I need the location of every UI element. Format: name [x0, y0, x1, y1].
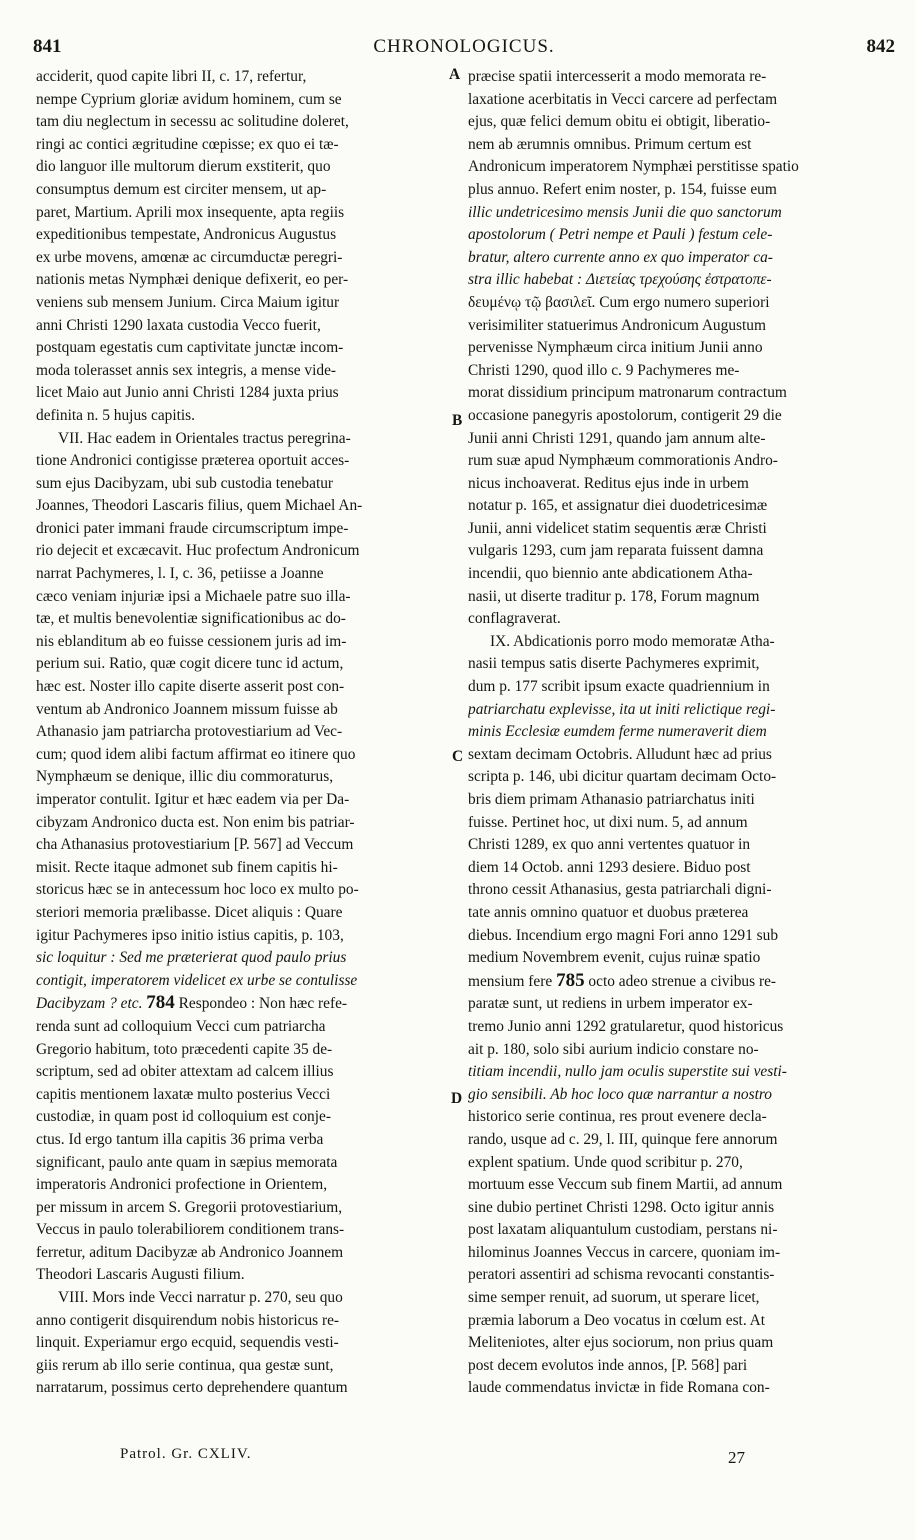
- text-line: imperatoris Andronici profectione in Orientem,: [36, 1176, 328, 1194]
- text-line: [36, 992, 446, 1016]
- text-line: imperator contulit. Igitur et hæc eadem via per Da-: [36, 791, 350, 808]
- text-line: rando, usque ad c. 29, l. III, quinque fere annorum: [468, 1130, 778, 1148]
- text-line: custodiæ, in quam post id colloquium est conje-: [36, 1108, 331, 1126]
- text-line: Theodori Lascaris Augusti filium.: [36, 1266, 245, 1284]
- text-line: fuisse. Pertinet hoc, ut dixi num. 5, ad annum: [468, 813, 748, 831]
- italic-fragment: Dacibyzam ? etc.: [36, 995, 143, 1013]
- text-line: plus annuo. Refert enim noster, p. 154, fuisse eum: [468, 180, 777, 198]
- text-line: ex urbe movens, amœnæ ac circumductæ peregri-: [36, 248, 343, 266]
- edition-page-number: 785: [556, 969, 585, 991]
- text-line: sextam decimam Octobris. Alludunt hæc ad prius: [468, 745, 772, 763]
- text-line: narratarum, possimus certo deprehendere quantum: [36, 1379, 348, 1397]
- text-line: pervenisse Nymphæum circa initium Junii anno: [468, 339, 763, 357]
- text-line: bris diem primam Athanasio patriarchatus initi: [468, 791, 755, 808]
- text-line: nasii tempus satis diserte Pachymeres exprimit,: [468, 655, 760, 673]
- text-line: narrat Pachymeres, l. I, c. 36, petiisse a Joanne: [36, 565, 324, 583]
- text-fragment: Respondeo : Non hæc refe-: [178, 995, 348, 1013]
- margin-letter-b: B: [452, 412, 463, 429]
- text-line: significant, paulo ante quam in sæpius memorata: [36, 1153, 338, 1171]
- text-line: incendii, quo biennio ante abdicationem Atha-: [468, 565, 753, 583]
- text-line: ait p. 180, solo sibi aurium indicio constare no-: [468, 1040, 759, 1058]
- text-line: patriarchatu explevisse, ita ut initi relictique regi-: [468, 700, 776, 718]
- margin-letter-d: D: [451, 1090, 463, 1107]
- text-line: tæ, et multis benevolentiæ significationibus ac do-: [36, 610, 346, 628]
- text-line: Athanasio jam patriarcha protovestiarium ad Vec-: [36, 723, 343, 741]
- text-line: sic loquitur : Sed me præterierat quod paulo prius: [36, 949, 347, 967]
- text-line: moda tolerasset annis sex integris, a mense vide-: [36, 361, 337, 379]
- text-line: nis eblanditum ab eo fuisse cessionem juris ad im-: [36, 632, 347, 650]
- text-line: historico serie continua, res prout evenere decla-: [468, 1108, 767, 1126]
- text-line: renda sunt ad colloquium Vecci cum patriarcha: [36, 1017, 326, 1035]
- text-line: cha Athanasius protovestiarium [P. 567] ad Veccum: [36, 836, 354, 854]
- text-line: præcise spatii intercesserit a modo memorata re-: [468, 68, 767, 85]
- right-page-number: 842: [866, 36, 895, 57]
- text-line: conflagraverat.: [468, 610, 561, 628]
- text-line: Joannes, Theodori Lascaris filius, quem Michael An-: [36, 497, 363, 515]
- text-line: hæc est. Noster illo capite diserte asserit post con-: [36, 678, 345, 696]
- text-line: post laxatam aliquantulum custodiam, perstans ni-: [468, 1221, 778, 1239]
- text-line: bratur, altero currente anno ex quo imperator ca-: [468, 248, 773, 266]
- text-line: laude commendatus invictæ in fide Romana con-: [468, 1379, 770, 1397]
- text-line: scriptum, sed ad obiter attextam ad calcem illius: [36, 1063, 334, 1081]
- text-line: diebus. Incendium ergo magni Fori anno 1291 sub: [468, 926, 779, 944]
- text-line: Christi 1289, ex quo anni vertentes quatuor in: [468, 836, 751, 854]
- text-line: Nymphæum se denique, illic diu commoraturus,: [36, 768, 334, 786]
- text-line: dronici pater immani fraude circumscriptum impe-: [36, 519, 349, 537]
- text-line: veniens sub mensem Junium. Circa Maium igitur: [36, 293, 340, 311]
- text-line: capitis mentionem laxatæ multo posterius Vecci: [36, 1085, 331, 1103]
- text-line: minis Ecclesiæ eumdem ferme numeraverit diem: [468, 723, 767, 741]
- margin-letter-a: A: [449, 66, 461, 83]
- section-start-viii: VIII. Mors inde Vecci narratur p. 270, seu quo: [58, 1289, 343, 1307]
- text-line: nem ab ærumnis omnibus. Primum certum est: [468, 135, 752, 153]
- text-line: nempe Cyprium gloriæ avidum hominem, cum se: [36, 90, 342, 108]
- text-line: anno contigerit disquirendum nobis historicus re-: [36, 1311, 340, 1329]
- text-line: vulgaris 1293, cum jam reparata fuissent damna: [468, 542, 764, 560]
- text-line: scripta p. 146, ubi dicitur quartam decimam Octo-: [468, 768, 777, 786]
- section-start-ix: IX. Abdicationis porro modo memoratæ Atha-: [490, 632, 775, 650]
- right-column: [468, 66, 879, 1400]
- text-line: tate annis omnino quatuor et duobus præterea: [468, 903, 749, 921]
- page-header: [33, 36, 895, 66]
- text-line: cibyzam Andronico ducta est. Non enim bis patriar-: [36, 813, 355, 831]
- text-line: postquam egestatis cum captivitate junctæ incom-: [36, 339, 344, 357]
- text-line: titiam incendii, nullo jam oculis superstite sui vesti-: [468, 1063, 787, 1081]
- text-line: misit. Recte itaque admonet sub finem capitis hi-: [36, 858, 338, 876]
- text-line: medium Novembrem evenit, cujus ruinæ spatio: [468, 949, 761, 967]
- text-line: Christi 1290, quod illo c. 9 Pachymeres me-: [468, 361, 740, 379]
- text-line: ventum ab Andronico Joannem missum fuisse ab: [36, 700, 338, 718]
- text-line: giis rerum ab illo serie continua, qua gestæ sunt,: [36, 1356, 334, 1374]
- text-line: ejus, quæ felici demum obitu ei obtigit, liberatio-: [468, 113, 771, 131]
- text-line: verisimiliter statuerimus Andronicum Augustum: [468, 316, 766, 334]
- text-line: gio sensibili. Ab hoc loco quæ narrantur a nostro: [468, 1085, 772, 1103]
- text-line: perium sui. Ratio, quæ cogit dicere tunc id actum,: [36, 655, 344, 673]
- text-line: notatur p. 165, et assignatur diei duodetricesimæ: [468, 497, 768, 515]
- text-line: [468, 970, 879, 994]
- text-line: mortuum esse Veccum sub finem Martii, ad annum: [468, 1176, 783, 1194]
- text-line: δευμένῳ τῷ βασιλεῖ. Cum ergo numero superiori: [468, 293, 770, 311]
- text-line: præmia laborum a Deo vocatus in cœlum est. At: [468, 1311, 766, 1329]
- text-line: sine dubio pertinet Christi 1298. Octo igitur annis: [468, 1198, 775, 1216]
- text-line: sime semper renuit, ad suorum, ut sperare licet,: [468, 1289, 760, 1307]
- text-line: definita n. 5 hujus capitis.: [36, 406, 196, 424]
- text-line: licet Maio aut Junio anni Christi 1284 juxta prius: [36, 384, 339, 402]
- text-line: igitur Pachymeres ipso initio istius capitis, p. 103,: [36, 926, 344, 944]
- text-line: per missum in arcem S. Gregorii protovestiarium,: [36, 1198, 343, 1216]
- text-line: paratæ sunt, ut rediens in urbem imperator ex-: [468, 995, 753, 1013]
- text-line: ringi ac contici ægritudine cœpisse; ex quo ei tæ-: [36, 135, 339, 153]
- text-line: consumptus demum est circiter mensem, ut ap-: [36, 180, 327, 198]
- text-line: ctus. Id ergo tantum illa capitis 36 prima verba: [36, 1130, 324, 1148]
- text-line: dio languor ille multorum dierum exstiterit, quo: [36, 158, 331, 176]
- text-line: laxatione acerbitatis in Vecci carcere ad perfectam: [468, 90, 778, 108]
- text-line: Gregorio habitum, toto præcedenti capite 35 de-: [36, 1040, 333, 1058]
- text-line: morat dissidium principum matronarum contractum: [468, 384, 787, 402]
- text-line: acciderit, quod capite libri II, c. 17, refertur,: [36, 68, 307, 85]
- text-line: cæco veniam injuriæ ipsi a Michaele patre suo illa-: [36, 587, 351, 605]
- text-line: Veccus in paulo tolerabiliorem conditionem trans-: [36, 1221, 345, 1239]
- section-start-vii: VII. Hac eadem in Orientales tractus peregrina-: [58, 429, 351, 447]
- text-line: rum suæ apud Nymphæum commorationis Andro-: [468, 452, 778, 470]
- text-line: diem 14 Octob. anni 1293 desiere. Biduo post: [468, 858, 751, 876]
- text-line: tam diu neglectum in secessu ac solitudine doleret,: [36, 113, 349, 131]
- text-line: steriori memoria prælibasse. Dicet aliquis : Quare: [36, 903, 343, 921]
- text-line: nationis metas Nymphæi denique defixerit, eo per-: [36, 271, 349, 289]
- text-line: storicus hæc se in antecessum hoc loco ex multo po-: [36, 881, 359, 899]
- text-line: Andronicum imperatorem Nymphæi perstitisse spatio: [468, 158, 799, 176]
- left-page-number: 841: [33, 36, 62, 57]
- volume-signature: Patrol. Gr. CXLIV.: [120, 1446, 252, 1462]
- text-line: apostolorum ( Petri nempe et Pauli ) festum cele-: [468, 226, 773, 244]
- text-fragment: mensium fere: [468, 972, 553, 990]
- text-line: cum; quod idem alibi factum affirmat eo itinere quo: [36, 745, 356, 763]
- text-line: tione Andronici contigisse præterea oportuit acces-: [36, 452, 350, 470]
- edition-page-number: 784: [146, 992, 175, 1014]
- margin-letter-c: C: [452, 748, 464, 765]
- text-line: nicus inchoaverat. Reditus ejus inde in urbem: [468, 474, 749, 492]
- text-line: tremo Junio anni 1292 gratularetur, quod historicus: [468, 1017, 784, 1035]
- text-line: nasii, ut diserte traditur p. 178, Forum magnum: [468, 587, 760, 605]
- text-line: linquit. Experiamur ergo ecquid, sequendis vesti-: [36, 1334, 339, 1352]
- text-line: occasione panegyris apostolorum, contigerit 29 die: [468, 406, 782, 424]
- text-line: illic undetricesimo mensis Junii die quo sanctorum: [468, 203, 782, 221]
- text-line: explent spatium. Unde quod scribitur p. 270,: [468, 1153, 743, 1171]
- text-line: post decem evolutos inde annos, [P. 568] pari: [468, 1356, 748, 1374]
- text-line: ferretur, aditum Dacibyzæ ab Andronico Joannem: [36, 1243, 344, 1261]
- text-line: Meliteniotes, alter ejus sociorum, non prius quam: [468, 1334, 774, 1352]
- text-line: paret, Martium. Aprili mox insequente, apta regiis: [36, 203, 345, 221]
- text-line: Junii anni Christi 1291, quando jam annum alte-: [468, 429, 766, 447]
- text-line: contigit, imperatorem videlicet ex urbe se contulisse: [36, 971, 358, 989]
- text-line: rio dejecit et excæcavit. Huc profectum Andronicum: [36, 542, 360, 560]
- running-title: CHRONOLOGICUS.: [373, 36, 555, 57]
- text-fragment: octo adeo strenue a civibus re-: [588, 972, 777, 990]
- text-line: stra illic habebat : Διετείας τρεχούσης ἐστρατοπε-: [468, 271, 772, 289]
- text-line: hilominus Joannes Veccus in carcere, quoniam im-: [468, 1243, 781, 1261]
- left-column: [36, 66, 446, 1400]
- text-line: expeditionibus tempestate, Andronicus Augustus: [36, 226, 337, 244]
- text-line: dum p. 177 scribit ipsum exacte quadriennium in: [468, 678, 770, 696]
- text-line: anni Christi 1290 laxata custodia Vecco fuerit,: [36, 316, 321, 334]
- text-line: peratori assentiri ad schisma revocanti constantis-: [468, 1266, 775, 1284]
- signature-number: 27: [728, 1448, 745, 1467]
- text-line: Junii, anni videlicet statim sequentis æræ Christi: [468, 519, 767, 537]
- text-line: throno cessit Athanasius, gesta patriarchali digni-: [468, 881, 772, 899]
- text-line: sum ejus Dacibyzam, ubi sub custodia tenebatur: [36, 474, 334, 492]
